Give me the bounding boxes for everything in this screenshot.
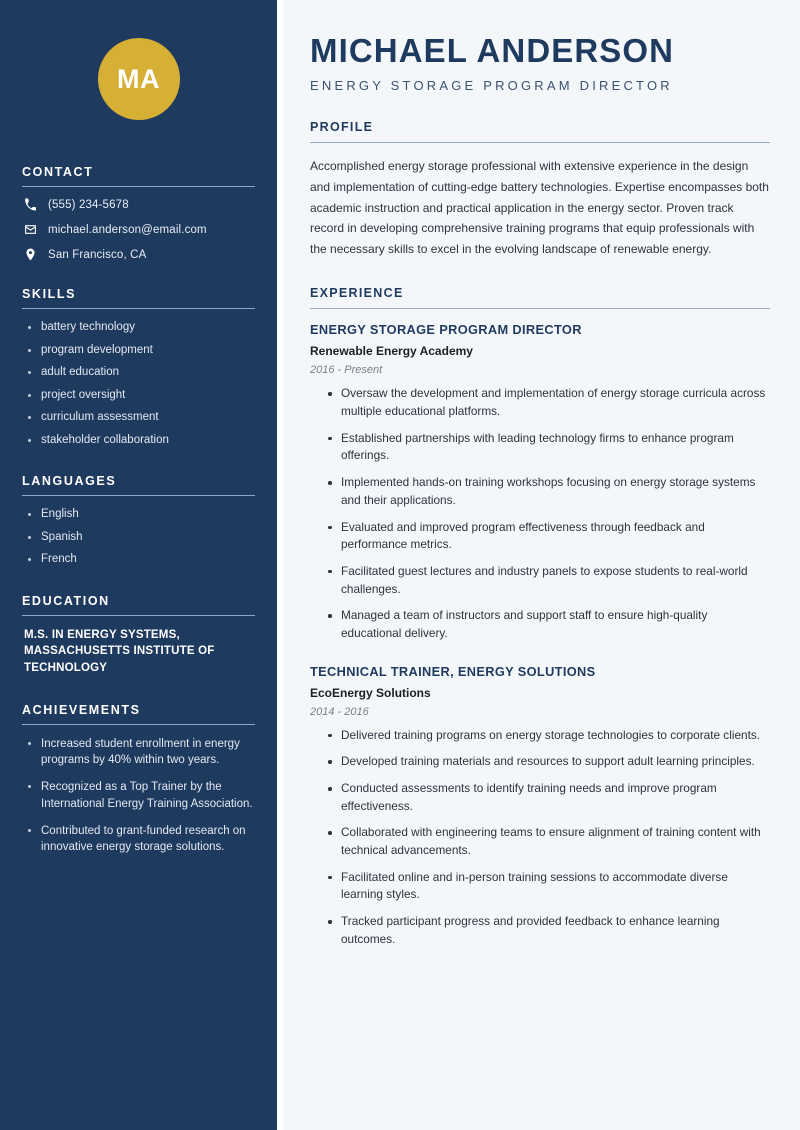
experience-entry (310, 664, 770, 949)
list-item: project oversight (26, 388, 255, 404)
experience-bullets (310, 385, 770, 642)
list-item: program development (26, 343, 255, 359)
skills-list (22, 320, 255, 448)
experience-entry (310, 322, 770, 642)
job-role-subtitle: ENERGY STORAGE PROGRAM DIRECTOR (310, 78, 673, 94)
experience-heading: EXPERIENCE (310, 286, 404, 301)
list-item: Contributed to grant-funded research on innovative energy storage solutions. (26, 823, 255, 856)
map-pin-icon (24, 248, 37, 261)
main-section-experience (310, 286, 770, 948)
list-item: Managed a team of instructors and support staff to ensure high-quality educational delivery. (326, 607, 770, 642)
languages-heading: LANGUAGES (22, 474, 117, 489)
sidebar (0, 0, 277, 1130)
education-heading: EDUCATION (22, 593, 110, 608)
page-title: MICHAEL ANDERSON (310, 32, 675, 69)
contact-phone-value: (555) 234-5678 (48, 198, 129, 211)
list-item: stakeholder collaboration (26, 433, 255, 449)
list-item: Implemented hands-on training workshops focusing on energy storage systems and their applications. (326, 474, 770, 509)
experience-job-title: ENERGY STORAGE PROGRAM DIRECTOR (310, 322, 582, 338)
contact-heading: CONTACT (22, 165, 94, 179)
profile-divider (310, 142, 770, 143)
list-item: French (26, 552, 255, 568)
achievements-list (22, 736, 255, 856)
main-content (283, 0, 800, 1130)
experience-bullets (310, 727, 770, 949)
experience-job-title: TECHNICAL TRAINER, ENERGY SOLUTIONS (310, 663, 596, 679)
list-item: Facilitated online and in-person training sessions to accommodate diverse learning styles. (326, 869, 770, 904)
sidebar-section-achievements (22, 703, 255, 856)
phone-icon (24, 198, 37, 211)
list-item: Facilitated guest lectures and industry panels to expose students to real-world challenges. (326, 563, 770, 598)
sidebar-section-education (22, 594, 255, 677)
list-item: Recognized as a Top Trainer by the International Energy Training Association. (26, 779, 255, 812)
avatar-container (22, 0, 255, 120)
list-item: Spanish (26, 530, 255, 546)
experience-divider (310, 308, 770, 309)
achievements-heading: ACHIEVEMENTS (22, 702, 141, 717)
experience-company: EcoEnergy Solutions (310, 685, 431, 700)
main-section-profile (310, 120, 770, 259)
list-item: Evaluated and improved program effectiveness through feedback and performance metrics. (326, 519, 770, 554)
contact-item-location[interactable] (22, 248, 255, 261)
sidebar-section-skills (22, 287, 255, 448)
education-entry: M.S. IN ENERGY SYSTEMS, MASSACHUSETTS INSTITUTE OF TECHNOLOGY (24, 628, 215, 674)
list-item: Increased student enrollment in energy programs by 40% within two years. (26, 736, 255, 769)
avatar-initials: MA (117, 63, 160, 94)
profile-heading: PROFILE (310, 120, 374, 135)
list-item: adult education (26, 365, 255, 381)
sidebar-section-contact (22, 165, 255, 261)
contact-item-email[interactable] (22, 223, 255, 236)
list-item: Collaborated with engineering teams to ensure alignment of training content with technical advancements. (326, 824, 770, 859)
experience-company: Renewable Energy Academy (310, 344, 473, 359)
languages-list (22, 507, 255, 568)
avatar (98, 38, 180, 120)
skills-heading: SKILLS (22, 287, 77, 301)
list-item: Conducted assessments to identify training needs and improve program effectiveness. (326, 780, 770, 815)
skills-divider (22, 308, 255, 309)
list-item: Developed training materials and resources to support adult learning principles. (326, 753, 770, 771)
contact-item-phone[interactable] (22, 198, 255, 211)
achievements-divider (22, 724, 255, 725)
contact-divider (22, 186, 255, 187)
envelope-icon (24, 223, 37, 236)
education-divider (22, 615, 255, 616)
list-item: Established partnerships with leading technology firms to enhance program offerings. (326, 430, 770, 465)
list-item: Oversaw the development and implementation of energy storage curricula across multiple educational platforms. (326, 385, 770, 420)
list-item: curriculum assessment (26, 410, 255, 426)
list-item: Tracked participant progress and provided feedback to enhance learning outcomes. (326, 913, 770, 948)
contact-email-value: michael.anderson@email.com (48, 223, 207, 236)
list-item: Delivered training programs on energy storage technologies to corporate clients. (326, 727, 770, 745)
contact-location-value: San Francisco, CA (48, 248, 147, 261)
languages-divider (22, 495, 255, 496)
profile-text: Accomplished energy storage professional with extensive experience in the design and implementation of cutting-edge battery technologies. Expertise encompasses both academic instruction and practical application in the energy sector. Proven track record in developing comprehensive training programs that equip professionals with the necessary skills to excel in the evolving landscape of renewable energy. (310, 159, 769, 256)
list-item: battery technology (26, 320, 255, 336)
experience-dates: 2016 - Present (310, 364, 383, 377)
list-item: English (26, 507, 255, 523)
sidebar-section-languages (22, 474, 255, 568)
experience-dates: 2014 - 2016 (310, 705, 369, 718)
